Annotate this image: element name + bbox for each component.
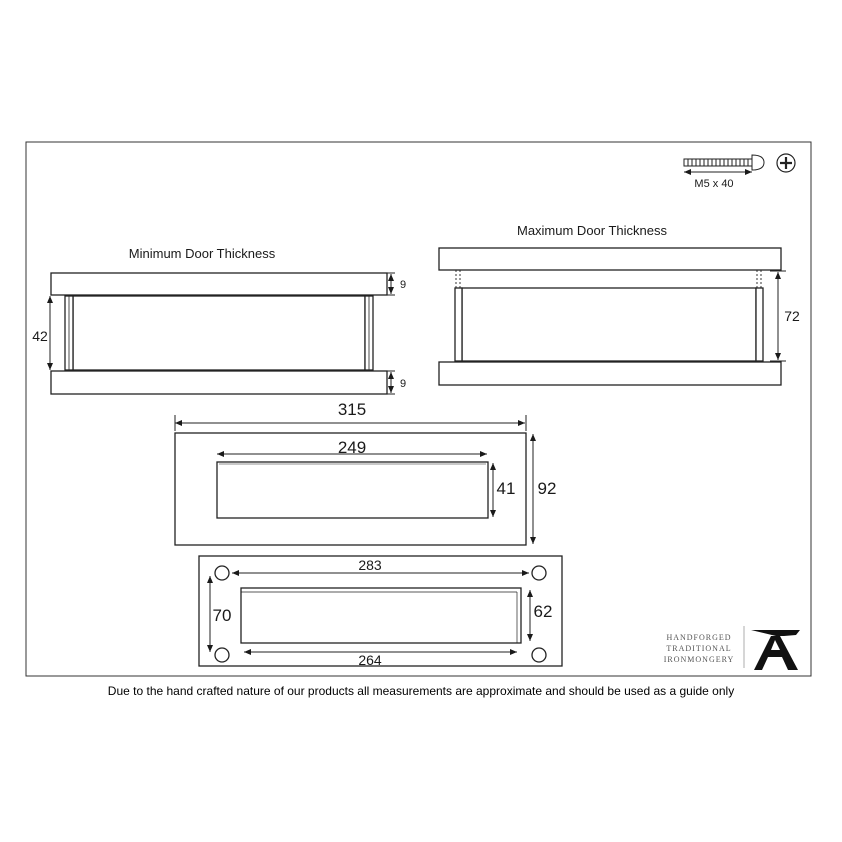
heading-minimum: Minimum Door Thickness xyxy=(128,246,276,261)
footer-note: Due to the hand crafted nature of our products all measurements are approximate and should be used as a guide only xyxy=(107,684,735,698)
dim-min-top-plate: 9 xyxy=(399,279,407,291)
dim-max-total: 72 xyxy=(784,308,800,324)
heading-maximum: Maximum Door Thickness xyxy=(516,223,668,238)
brand-block xyxy=(664,626,800,670)
dim-front-opening-height: 41 xyxy=(496,479,516,498)
min-bottom-plate xyxy=(51,371,387,394)
screw-icon xyxy=(684,155,764,172)
dim-back-hole-centres: 283 xyxy=(358,557,382,573)
phillips-head-icon xyxy=(777,154,795,172)
back-opening xyxy=(241,588,521,643)
min-top-plate xyxy=(51,273,387,295)
screw-hole-bottom-right xyxy=(532,648,546,662)
dim-back-opening-width: 264 xyxy=(358,652,382,668)
front-opening xyxy=(217,462,488,518)
dim-front-opening-width: 249 xyxy=(337,438,367,457)
dim-back-opening-height: 62 xyxy=(533,602,553,621)
max-sleeve xyxy=(462,288,756,361)
dim-min-total: 42 xyxy=(32,328,48,344)
dim-back-height: 70 xyxy=(212,606,232,625)
max-bottom-plate xyxy=(439,362,781,385)
dim-front-height: 92 xyxy=(537,479,557,498)
max-post-right xyxy=(756,288,763,361)
screw-label: M5 x 40 xyxy=(694,178,734,190)
screw-hole-bottom-left xyxy=(215,648,229,662)
brand-line-1: HANDFORGED xyxy=(666,633,732,642)
max-assembly xyxy=(439,248,781,385)
min-assembly xyxy=(51,273,387,394)
screw-hole-top-left xyxy=(215,566,229,580)
anvil-a-icon xyxy=(751,630,800,670)
screw-hole-top-right xyxy=(532,566,546,580)
brand-line-3: IRONMONGERY xyxy=(663,655,735,664)
dim-front-width: 315 xyxy=(337,400,367,419)
min-sleeve xyxy=(73,296,365,370)
max-top-plate xyxy=(439,248,781,270)
dim-min-bottom-plate: 9 xyxy=(399,378,407,390)
brand-line-2: TRADITIONAL xyxy=(666,644,732,653)
max-post-left xyxy=(455,288,462,361)
